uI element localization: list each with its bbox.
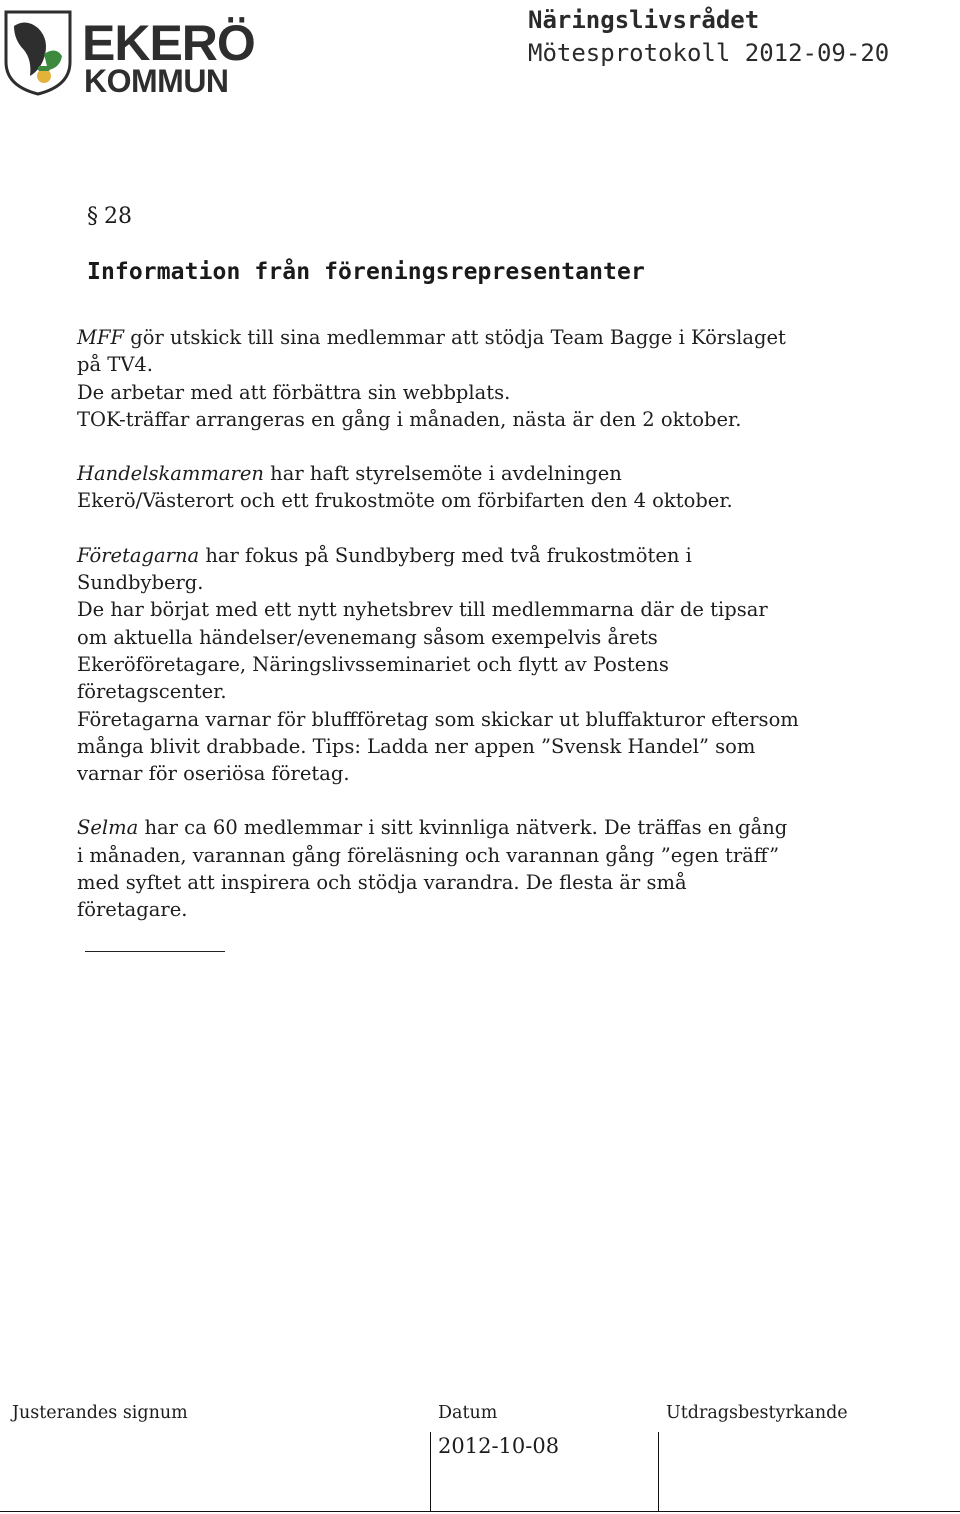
text-line: om aktuella händelser/evenemang såsom exempelvis årets: [77, 625, 658, 649]
footer-divider: [658, 1432, 659, 1512]
municipality-logo: [4, 6, 256, 96]
text-line: i månaden, varannan gång föreläsning och varannan gång ”egen träff”: [77, 843, 780, 867]
section-heading: Information från föreningsrepresentanter: [87, 259, 645, 285]
document-title: Mötesprotokoll 2012-09-20: [528, 39, 890, 67]
paragraph-foretagarna: [77, 542, 877, 788]
footer-date-value: 2012-10-08: [438, 1434, 560, 1458]
logo-wordmark-bottom: KOMMUN: [84, 63, 229, 96]
text-line: Ekerö/Västerort och ett frukostmöte om förbifarten den 4 oktober.: [77, 489, 733, 513]
text-line: företagscenter.: [77, 680, 227, 704]
text-line: Sundbyberg.: [77, 571, 204, 595]
text-line: med syftet att inspirera och stödja varandra. De flesta är små: [77, 871, 687, 895]
text-line: har fokus på Sundbyberg med två frukostmöten i: [199, 543, 692, 567]
section-number-value: 28: [104, 204, 132, 229]
footer-utdrag-label: Utdragsbestyrkande: [666, 1403, 848, 1423]
organization-foretagarna: Företagarna: [77, 543, 200, 567]
text-line: TOK-träffar arrangeras en gång i månaden, nästa är den 2 oktober.: [77, 407, 742, 431]
text-line: många blivit drabbade. Tips: Ladda ner appen ”Svensk Handel” som: [77, 734, 756, 758]
footer-datum-label: Datum: [438, 1403, 498, 1423]
section-number: [87, 204, 132, 229]
section-symbol: §: [87, 204, 98, 229]
organization-selma: Selma: [77, 816, 139, 840]
text-line: på TV4.: [77, 353, 154, 377]
text-line: De har börjat med ett nytt nyhetsbrev till medlemmarna där de tipsar: [77, 598, 768, 622]
footer-signum-label: Justerandes signum: [12, 1403, 188, 1423]
organization-mff: MFF: [77, 326, 125, 349]
organization-handelskammaren: Handelskammaren: [77, 462, 264, 486]
acorn-icon: [37, 69, 51, 83]
footer-divider: [430, 1432, 431, 1512]
text-line: De arbetar med att förbättra sin webbplats.: [77, 380, 511, 404]
footer-bottom-rule: [0, 1511, 960, 1512]
ekero-logo-graphic: [4, 6, 256, 96]
text-line: har haft styrelsemöte i avdelningen: [263, 462, 622, 486]
document-header: [528, 4, 889, 70]
text-line: Ekeröföretagare, Näringslivsseminariet och flytt av Postens: [77, 652, 669, 676]
text-line: har ca 60 medlemmar i sitt kvinnliga nätverk. De träffas en gång: [138, 816, 788, 840]
text-line: Företagarna varnar för bluffföretag som skickar ut bluffakturor eftersom: [77, 707, 799, 731]
organization-name: Näringslivsrådet: [528, 6, 760, 34]
minutes-body: [77, 324, 877, 924]
paragraph-handelskammaren: [77, 460, 877, 515]
paragraph-mff: [77, 324, 877, 433]
paragraph-selma: [77, 814, 877, 923]
section-end-rule: [85, 951, 225, 952]
text-line: gör utskick till sina medlemmar att stödja Team Bagge i Körslaget: [124, 326, 786, 349]
text-line: varnar för oseriösa företag.: [77, 762, 350, 786]
logo-wordmark-top: EKERÖ: [82, 15, 255, 71]
text-line: företagare.: [77, 898, 188, 922]
